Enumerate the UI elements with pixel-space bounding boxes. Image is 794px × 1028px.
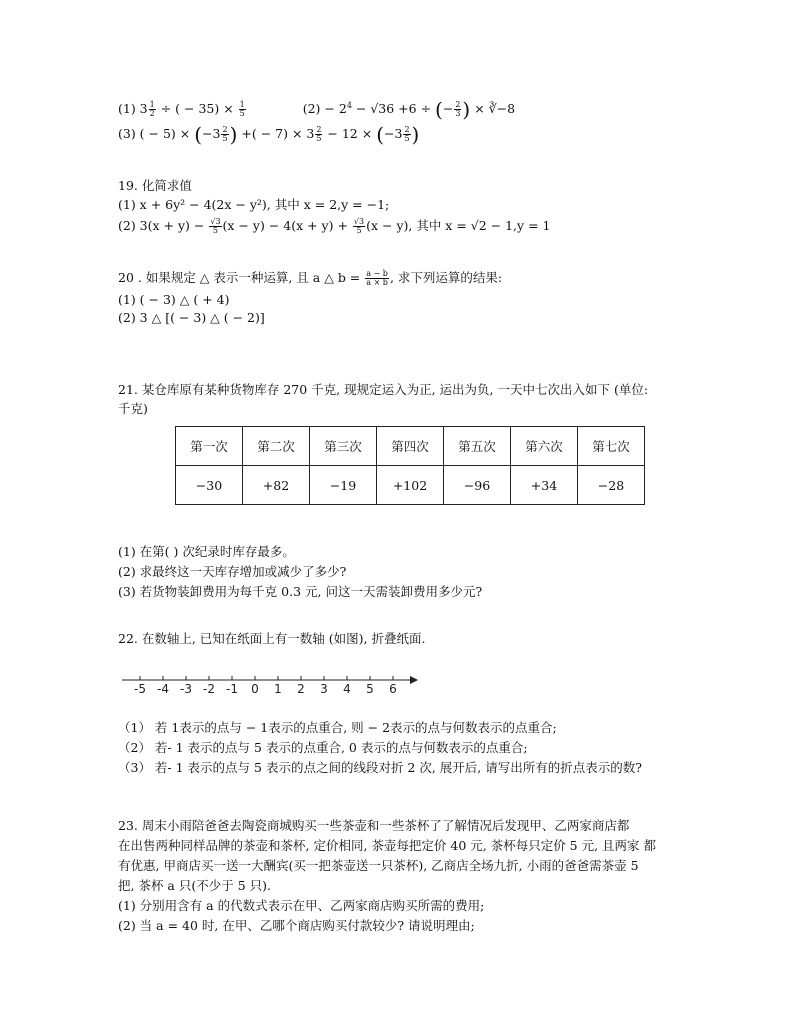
q21-table (175, 426, 645, 505)
q22-part1: （1） 若 1表示的点与 − 1表示的点重合, 则 − 2表示的点与何数表示的点重合; (118, 720, 557, 735)
axis-tick-label: 3 (320, 682, 328, 696)
q18-part3-fraction3 (403, 126, 410, 143)
q18-part2-end: × ∛−8 (470, 101, 516, 117)
table-header-row (176, 427, 645, 466)
table-cell: −96 (444, 466, 511, 505)
q21-title-line1: 21. 某仓库原有某种货物库存 270 千克, 现规定运入为正, 运出为负, 一天中七次出入如下 (单位: (118, 382, 649, 397)
q18-part1-fraction2 (239, 101, 246, 118)
q19-part2-prefix: (2) 3(x + y) − (118, 218, 209, 233)
table-header-cell: 第四次 (377, 427, 444, 466)
table-cell: +102 (377, 466, 444, 505)
table-header-cell: 第二次 (243, 427, 310, 466)
frac-den: 2 (149, 109, 155, 119)
q19-part2-end: (x − y), 其中 x = √2 − 1,y = 1 (366, 218, 551, 233)
table-header-cell: 第六次 (511, 427, 578, 466)
frac-num: 2 (222, 125, 228, 134)
frac-num: 1 (239, 100, 245, 110)
table-header-cell: 第三次 (310, 427, 377, 466)
table-cell: +82 (243, 466, 310, 505)
axis-tick-label: -5 (134, 682, 146, 696)
q20-title-end: , 求下列运算的结果: (389, 270, 503, 285)
q18-part1-prefix: (1) 3 (118, 101, 148, 117)
axis-tick-label: 5 (366, 682, 374, 696)
q22-part3: （3） 若- 1 表示的点与 5 表示的点之间的线段对折 2 次, 展开后, 请写出所有的折点表示的数? (118, 760, 642, 775)
q18-line1: (1) 3 $\frac{1}{2}$ ÷ ( − 35) × $\frac{1}{5}$ $(2) - 2^4 - √36 +6$ ÷ (− $\frac{2}{3}$ ) × ∛−8 (118, 97, 516, 122)
q18-part3-mid2: − 12 × (323, 126, 377, 141)
axis-tick-label: 6 (389, 682, 397, 696)
axis-tick-label: 1 (274, 682, 282, 696)
q23-line5: (1) 分别用含有 a 的代数式表示在甲、乙两家商店购买所需的费用; (118, 898, 485, 913)
frac-den: 3 (455, 109, 461, 119)
q18-part3-b: −3 (384, 126, 403, 141)
frac-den: a × b (366, 278, 388, 287)
frac-num: 2 (404, 125, 410, 134)
q18-part2-exponent: 4 (346, 101, 352, 110)
q20-part2: (2) 3 △ [( − 3) △ ( − 2)] (118, 310, 265, 325)
q20-definition-fraction (365, 270, 389, 287)
q18-part3-fraction2 (315, 126, 322, 143)
table-header-cell: 第五次 (444, 427, 511, 466)
q22-title: 22. 在数轴上, 已知在纸面上有一数轴 (如图), 折叠纸面. (118, 631, 426, 646)
axis-tick-label: -1 (226, 682, 238, 696)
frac-den: 5 (316, 134, 322, 143)
axis-tick-label: -3 (180, 682, 192, 696)
q21-title-line2: 千克) (118, 401, 148, 416)
q18-part2-prefix: (2) − 2 (302, 101, 347, 117)
q23-line2: 在出售两种同样品牌的茶壶和茶杯, 定价相同, 茶壶每把定价 40 元, 茶杯每只定价 5 元, 且两家 都 (118, 838, 657, 853)
q18-part3-fraction (221, 126, 228, 143)
frac-den: 5 (404, 134, 410, 143)
q19-part2 (118, 218, 550, 235)
q20-part1: (1) ( − 3) △ ( + 4) (118, 292, 230, 307)
axis-tick-label: -4 (157, 682, 169, 696)
table-row (176, 466, 645, 505)
q19-part2-mid: (x − y) − 4(x + y) + (222, 218, 352, 233)
q23-line3: 有优惠, 甲商店买一送一大酬宾(买一把茶壶送一只茶杯), 乙商店全场九折, 小雨的爸爸需茶壶 5 (118, 858, 639, 873)
frac-num: a − b (366, 269, 388, 278)
table-cell: −28 (578, 466, 645, 505)
axis-tick-label: -2 (203, 682, 215, 696)
table-cell: −19 (310, 466, 377, 505)
frac-num: 2 (316, 125, 322, 134)
q18-part2-fraction (454, 101, 461, 118)
number-line (120, 670, 420, 700)
q18-part1-fraction (149, 101, 156, 118)
q18-part3-prefix: (3) ( − 5) × (118, 126, 195, 141)
frac-den: 5 (212, 226, 218, 235)
axis-tick-label: 0 (251, 682, 259, 696)
q22-part2: （2） 若- 1 表示的点与 5 表示的点重合, 0 表示的点与何数表示的点重合; (118, 740, 528, 755)
q18-part1-mid: ÷ ( − 35) × (156, 101, 238, 117)
frac-den: 5 (356, 226, 362, 235)
q23-line4: 把, 茶杯 a 只(不少于 5 只). (118, 878, 271, 893)
table-header-cell: 第七次 (578, 427, 645, 466)
q19-part1: (1) x + 6y² − 4(2x − y²), 其中 x = 2,y = −1; (118, 197, 390, 212)
q19-part2-fraction (209, 218, 221, 235)
table-cell: +34 (511, 466, 578, 505)
axis-tick-label: 4 (343, 682, 351, 696)
q21-part1: (1) 在第( ) 次纪录时库存最多。 (118, 544, 295, 559)
frac-den: 5 (239, 109, 245, 119)
q21-part2: (2) 求最终这一天库存增加或减少了多少? (118, 564, 347, 579)
frac-num: 2 (455, 100, 461, 110)
q23-line1: 23. 周末小雨陪爸爸去陶瓷商城购买一些茶壶和一些茶杯了了解情况后发现甲、乙两家商店都 (118, 818, 630, 833)
frac-num: √3 (210, 217, 221, 226)
q23-line6: (2) 当 a = 40 时, 在甲、乙哪个商店购买付款较少? 请说明理由; (118, 918, 475, 933)
q18-part2-mid: − √36 +6 ÷ (351, 101, 436, 117)
q20-title (118, 270, 502, 287)
q19-title: 19. 化简求值 (118, 178, 192, 193)
frac-num: √3 (353, 217, 365, 226)
q18-line2: (3) ( − 5) × (−3 $\frac{2}{5}$ ) +( − 7) × 3 $\frac{2}{5}$ − 12 × (−3 $\frac{2}{5}$ ) (118, 122, 420, 147)
q18-part3-mid: +( − 7) × 3 (237, 126, 315, 141)
frac-den: 5 (222, 134, 228, 143)
q20-title-prefix: 20 . 如果规定 △ 表示一种运算, 且 a △ b = (118, 270, 365, 285)
q19-part2-fraction2 (353, 218, 365, 235)
table-cell: −30 (176, 466, 243, 505)
q18-part3-a: −3 (202, 126, 221, 141)
table-header-cell: 第一次 (176, 427, 243, 466)
q21-part3: (3) 若货物装卸费用为每千克 0.3 元, 问这一天需装卸费用多少元? (118, 584, 483, 599)
frac-num: 1 (149, 100, 155, 110)
axis-tick-label: 2 (297, 682, 305, 696)
